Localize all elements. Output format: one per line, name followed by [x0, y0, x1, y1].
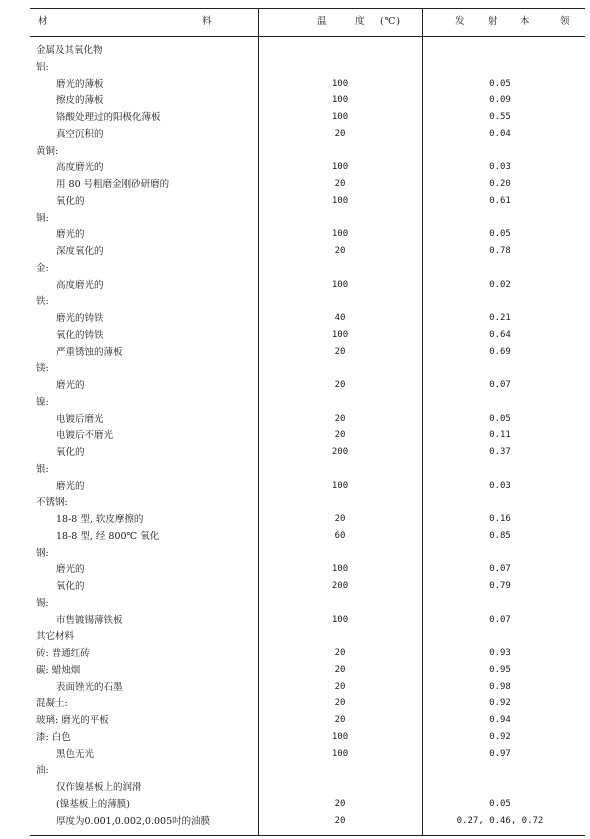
temperature-cell: 100	[331, 614, 349, 625]
emissivity-cell: 0.05	[489, 78, 511, 89]
header-temperature-unit: (℃)	[380, 16, 402, 27]
material-cell: 混凝土:	[36, 698, 68, 710]
material-cell: 铁:	[36, 296, 49, 308]
table-row	[30, 109, 585, 126]
temperature-cell: 20	[334, 430, 346, 441]
emissivity-cell: 0.93	[489, 648, 511, 658]
table-row	[30, 746, 585, 763]
table-row	[30, 360, 585, 377]
table-row	[30, 779, 585, 796]
material-cell: 真空沉积的	[56, 128, 104, 140]
temperature-cell: 20	[334, 413, 346, 424]
emissivity-cell: 0.92	[489, 731, 511, 742]
table-row	[30, 394, 585, 411]
material-cell: 深度氧化的	[56, 246, 104, 257]
emissivity-cell: 0.78	[489, 246, 511, 256]
temperature-cell: 100	[331, 329, 349, 340]
emissivity-cell: 0.95	[489, 664, 511, 675]
table-row	[30, 193, 585, 210]
material-cell: 磨光的	[56, 229, 85, 241]
temperature-cell: 100	[331, 748, 349, 759]
material-cell: 18-8 型, 经 800℃ 氧化	[56, 530, 160, 542]
material-cell: 用 80 号粗磨金刚砂研磨的	[56, 179, 170, 190]
table-row	[30, 612, 585, 629]
temperature-cell: 20	[334, 698, 346, 709]
temperature-cell: 20	[334, 128, 346, 139]
material-cell: 磨光的	[56, 564, 85, 576]
material-cell: 不锈钢:	[36, 497, 68, 509]
material-cell: 漆: 白色	[36, 731, 71, 743]
table-row	[30, 578, 585, 595]
table-row	[30, 444, 585, 461]
material-cell: 表面锉光的石墨	[56, 681, 123, 693]
material-cell: 锡:	[36, 597, 49, 609]
table-row	[30, 712, 585, 729]
material-cell: 磨光的	[56, 480, 85, 492]
table-row	[30, 478, 585, 495]
header-emissivity-char-1: 发	[455, 16, 466, 27]
material-cell: 磨光的	[56, 380, 85, 391]
header-temperature-char-2: 度	[355, 16, 366, 27]
table-row	[30, 143, 585, 160]
temperature-cell: 20	[334, 648, 346, 658]
table-row	[30, 545, 585, 562]
header-emissivity-char-4: 领	[560, 16, 571, 27]
emissivity-cell: 0.04	[489, 128, 511, 139]
emissivity-cell: 0.05	[489, 229, 511, 240]
header-emissivity-char-3: 本	[520, 16, 531, 27]
table-row	[30, 494, 585, 511]
emissivity-cell: 0.03	[489, 162, 511, 173]
material-cell: 氧化的铸铁	[56, 329, 104, 341]
emissivity-cell: 0.85	[489, 530, 511, 541]
temperature-cell: 40	[334, 313, 346, 323]
emissivity-cell: 0.21	[489, 313, 511, 323]
emissivity-table	[30, 8, 585, 836]
table-row	[30, 561, 585, 578]
table-row	[30, 126, 585, 143]
table-row	[30, 92, 585, 109]
table-row	[30, 679, 585, 696]
material-cell: 油:	[36, 765, 49, 777]
table-row	[30, 210, 585, 227]
material-cell: 铬酸处理过的阳极化薄板	[56, 112, 161, 123]
temperature-cell: 20	[334, 798, 346, 809]
table-row	[30, 695, 585, 712]
temperature-cell: 60	[334, 530, 346, 541]
material-cell: 厚度为0.001,0.002,0.005吋的油膜	[56, 815, 211, 827]
header-emissivity-char-2: 射	[488, 16, 499, 27]
table-bottom-rule	[30, 835, 585, 836]
material-cell: 仅作镍基板上的润滑	[56, 782, 142, 793]
table-row	[30, 176, 585, 193]
emissivity-cell: 0.11	[489, 430, 511, 441]
material-cell: 高度磨光的	[56, 162, 104, 174]
temperature-cell: 100	[331, 78, 349, 89]
emissivity-cell: 0.16	[489, 514, 511, 524]
emissivity-cell: 0.64	[489, 329, 511, 340]
material-cell: 电镀后不磨光	[56, 430, 114, 442]
material-cell: 高度磨光的	[56, 279, 104, 291]
table-row	[30, 645, 585, 662]
temperature-cell: 200	[331, 581, 349, 591]
temperature-cell: 100	[331, 162, 349, 173]
emissivity-cell: 0.05	[489, 798, 511, 809]
temperature-cell: 20	[334, 715, 346, 725]
table-row	[30, 327, 585, 344]
material-cell: 严重锈蚀的薄板	[56, 346, 123, 358]
material-cell: 氧化的	[56, 581, 85, 592]
material-cell: 黑色无光	[56, 748, 95, 760]
temperature-cell: 20	[334, 246, 346, 256]
emissivity-cell: 0.69	[489, 346, 511, 357]
material-cell: 碳: 蜡烛烟	[36, 664, 81, 676]
temperature-cell: 20	[334, 179, 346, 189]
emissivity-cell: 0.27, 0.46, 0.72	[456, 815, 544, 826]
table-row	[30, 411, 585, 428]
table-row	[30, 159, 585, 176]
emissivity-cell: 0.07	[489, 380, 511, 390]
table-row	[30, 595, 585, 612]
emissivity-cell: 0.07	[489, 564, 511, 575]
emissivity-cell: 0.07	[489, 614, 511, 625]
header-bottom-rule	[30, 36, 585, 37]
emissivity-cell: 0.20	[489, 179, 511, 189]
temperature-cell: 20	[334, 380, 346, 390]
temperature-cell: 20	[334, 815, 346, 826]
temperature-cell: 100	[331, 564, 349, 575]
material-cell: 镁:	[36, 363, 49, 375]
table-row	[30, 813, 585, 830]
table-row	[30, 293, 585, 310]
emissivity-cell: 0.92	[489, 698, 511, 709]
emissivity-cell: 0.97	[489, 748, 511, 759]
temperature-cell: 20	[334, 664, 346, 675]
material-cell: 银:	[36, 463, 49, 475]
material-cell: (镍基板上的薄膜)	[56, 798, 130, 810]
temperature-cell: 100	[331, 279, 349, 290]
emissivity-cell: 0.02	[489, 279, 511, 290]
table-row	[30, 377, 585, 394]
emissivity-cell: 0.37	[489, 447, 511, 457]
emissivity-cell: 0.09	[489, 95, 511, 106]
emissivity-cell: 0.98	[489, 681, 511, 692]
material-cell: 氧化的	[56, 195, 85, 207]
material-cell: 玻璃: 磨光的平板	[36, 715, 109, 726]
material-cell: 金:	[36, 262, 49, 274]
header-material-char-1: 材	[38, 16, 49, 27]
table-row	[30, 277, 585, 294]
material-cell: 磨光的薄板	[56, 78, 104, 90]
emissivity-cell: 0.79	[489, 581, 511, 591]
header-temperature-char-1: 温	[317, 16, 328, 27]
temperature-cell: 20	[334, 514, 346, 524]
material-cell: 擦皮的薄板	[56, 95, 104, 107]
table-row	[30, 226, 585, 243]
temperature-cell: 100	[331, 229, 349, 240]
temperature-cell: 20	[334, 681, 346, 692]
table-row	[30, 796, 585, 813]
table-row	[30, 662, 585, 679]
temperature-cell: 100	[331, 195, 349, 206]
table-row	[30, 729, 585, 746]
material-cell: 18-8 型, 软皮摩擦的	[56, 514, 144, 525]
temperature-cell: 100	[331, 112, 349, 122]
material-cell: 氧化的	[56, 447, 85, 458]
table-row	[30, 511, 585, 528]
emissivity-cell: 0.05	[489, 413, 511, 424]
table-row	[30, 427, 585, 444]
emissivity-cell: 0.61	[489, 195, 511, 206]
material-cell: 砖: 普通红砖	[36, 648, 90, 659]
material-cell: 镍:	[36, 396, 49, 408]
table-row	[30, 76, 585, 93]
table-row	[30, 628, 585, 645]
temperature-cell: 200	[331, 447, 349, 457]
table-header	[30, 8, 585, 36]
temperature-cell: 100	[331, 731, 349, 742]
emissivity-cell: 0.55	[489, 112, 511, 122]
temperature-cell: 100	[331, 480, 349, 491]
emissivity-cell: 0.03	[489, 480, 511, 491]
emissivity-cell: 0.94	[489, 715, 511, 725]
table-row	[30, 461, 585, 478]
material-cell: 铜:	[36, 212, 49, 224]
material-cell: 磨光的铸铁	[56, 313, 104, 324]
temperature-cell: 20	[334, 346, 346, 357]
material-cell: 钢:	[36, 547, 49, 559]
table-row	[30, 260, 585, 277]
material-cell: 其它材料	[36, 631, 75, 643]
header-material-char-2: 料	[202, 16, 213, 27]
material-cell: 铝:	[36, 61, 49, 73]
material-cell: 黄铜:	[36, 145, 59, 157]
table-row	[30, 310, 585, 327]
temperature-cell: 100	[331, 95, 349, 106]
table-row	[30, 762, 585, 779]
table-row	[30, 42, 585, 59]
material-cell: 市售镀锡薄铁板	[56, 614, 123, 626]
material-cell: 金属及其氧化物	[36, 45, 103, 56]
material-cell: 电镀后磨光	[56, 413, 104, 425]
table-row	[30, 528, 585, 545]
table-row	[30, 344, 585, 361]
table-row	[30, 59, 585, 76]
table-row	[30, 243, 585, 260]
